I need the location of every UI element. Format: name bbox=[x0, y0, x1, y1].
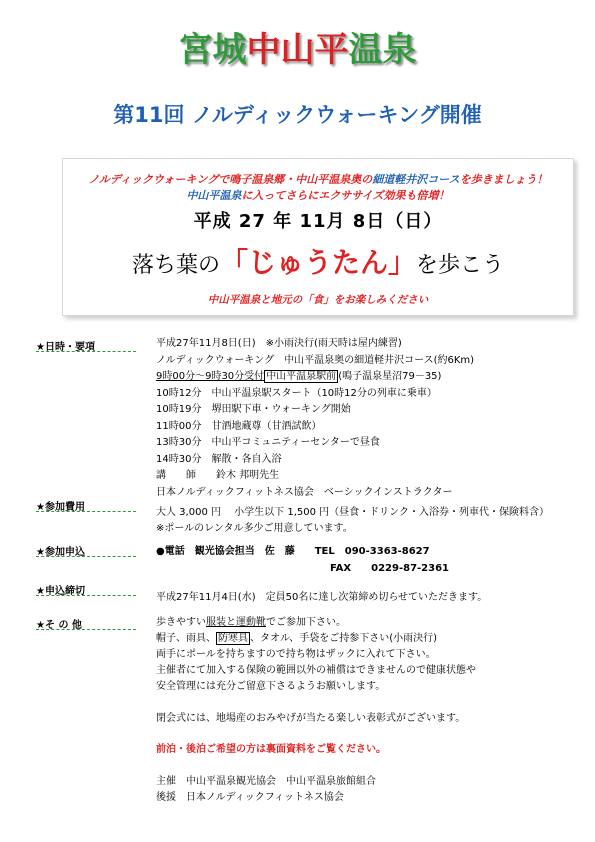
fee-line-2: ※ポールのレンタル多少ご用意しています。 bbox=[156, 523, 353, 534]
instructor-line: 講 師 鈴木 邦明先生 bbox=[156, 470, 280, 481]
reception-line bbox=[156, 370, 441, 383]
organizer-line: 主催 中山平温泉観光協会 中山平温泉旅館組合 bbox=[156, 776, 376, 787]
slogan-highlight: 「じゅうたん」 bbox=[219, 246, 416, 279]
other-line-2-c: 、タオル、手袋をご持参下さい(小雨決行) bbox=[250, 633, 438, 644]
reception-address: (鳴子温泉星沼79－35) bbox=[338, 371, 442, 382]
banner-onsen-line bbox=[63, 187, 573, 203]
other-line-2 bbox=[156, 632, 437, 645]
banner-intro-c: を歩きましょう！ bbox=[459, 173, 548, 186]
other-line-1-b: 服装と運動靴 bbox=[206, 617, 266, 628]
banner-onsen-text: に入ってさらにエクササイズ効果も倍増！ bbox=[241, 189, 450, 202]
label-deadline: ★申込締切 bbox=[36, 586, 85, 597]
other-line-4: 主催者にて加入する保険の範囲以外の補償はできませんので健康状態や bbox=[156, 665, 476, 676]
title-part-miyagi: 宮城 bbox=[178, 30, 247, 70]
banner-box bbox=[62, 158, 574, 316]
other-line-3: 両手にポールを持ちますので持ち物はザックに入れて下さい。 bbox=[156, 649, 436, 660]
title-part-onsen: 温泉 bbox=[348, 30, 417, 70]
label-fee-rule bbox=[36, 511, 136, 512]
other-line-1-c: でご参加下さい。 bbox=[266, 617, 346, 628]
apply-fax: FAX 0229-87-2361 bbox=[330, 563, 450, 574]
datetime-line-7: 14時30分 解散・各自入浴 bbox=[156, 454, 282, 465]
label-apply: ★参加申込 bbox=[36, 547, 85, 558]
event-heading: 第11回 ノルディックウォーキング開催 bbox=[113, 103, 482, 127]
other-line-2-b: 防寒具 bbox=[218, 633, 248, 644]
other-line-2-a: 帽子、雨具、 bbox=[156, 633, 216, 644]
label-datetime: ★日時・要項 bbox=[36, 342, 95, 353]
page-title bbox=[0, 22, 595, 71]
label-fee: ★参加費用 bbox=[36, 502, 85, 513]
title-part-nakayamadaira: 中山平 bbox=[246, 30, 349, 70]
other-line-6: 閉会式には、地場産のおみやげが当たる楽しい表彰式がございます。 bbox=[156, 713, 466, 724]
label-other: ★そ の 他 bbox=[36, 620, 82, 631]
other-line-7: 前泊・後泊ご希望の方は裏面資料をご覧ください。 bbox=[156, 744, 386, 755]
reception-time: 9時00分～9時30分受付 bbox=[156, 371, 265, 382]
banner-intro-a: ノルディックウォーキングで鳴子温泉郷・中山平温泉奥の bbox=[88, 173, 373, 186]
label-deadline-rule bbox=[36, 595, 136, 596]
label-apply-rule bbox=[36, 556, 136, 557]
datetime-line-5: 11時00分 甘酒地蔵尊（甘酒試飲） bbox=[156, 421, 322, 432]
label-other-rule bbox=[36, 629, 136, 630]
banner-intro-line bbox=[63, 171, 573, 187]
slogan-a: 落ち葉の bbox=[131, 253, 220, 278]
deadline-text: 平成27年11月4日(水) 定員50名に達し次第締め切らせていただきます。 bbox=[156, 592, 488, 603]
datetime-line-1: 平成27年11月8日(日) ※小雨決行(雨天時は屋内練習) bbox=[156, 338, 402, 349]
sponsor-line: 後援 日本ノルディックフィットネス協会 bbox=[156, 792, 344, 803]
datetime-line-3: 10時12分 中山平温泉駅スタート（10時12分の列車に乗車） bbox=[156, 388, 437, 399]
banner-intro-course: 細道軽井沢コース bbox=[372, 173, 460, 186]
slogan-c: を歩こう bbox=[416, 253, 505, 278]
reception-place: 中山平温泉駅前 bbox=[266, 371, 337, 382]
banner-onsen-name: 中山平温泉 bbox=[186, 189, 242, 202]
label-datetime-rule bbox=[36, 351, 136, 352]
datetime-line-6: 13時30分 中山平コミュニティーセンターで昼食 bbox=[156, 437, 380, 448]
other-line-5: 安全管理には充分ご留意下さるようお願いします。 bbox=[156, 681, 386, 692]
event-date: 平成 27 年 11月 8日（日） bbox=[193, 211, 443, 232]
instructor-affiliation: 日本ノルディックフィットネス協会 ベーシックインストラクター bbox=[156, 487, 453, 498]
other-line-1-a: 歩きやすい bbox=[156, 617, 206, 628]
datetime-line-4: 10時19分 堺田駅下車・ウォーキング開始 bbox=[156, 404, 351, 415]
banner-food-line: 中山平温泉と地元の「食」をお楽しみください bbox=[207, 294, 429, 306]
apply-phone: ●電話 観光協会担当 佐 藤 TEL 090-3363-8627 bbox=[156, 546, 430, 557]
other-line-1 bbox=[156, 616, 346, 629]
datetime-line-2: ノルディックウォーキング 中山平温泉奥の細道軽井沢コース(約6Km) bbox=[156, 355, 475, 366]
fee-line-1: 大人 3,000 円 小学生以下 1,500 円（昼食・ドリンク・入浴券・列車代・保険料含） bbox=[156, 507, 549, 518]
slogan bbox=[63, 241, 573, 281]
